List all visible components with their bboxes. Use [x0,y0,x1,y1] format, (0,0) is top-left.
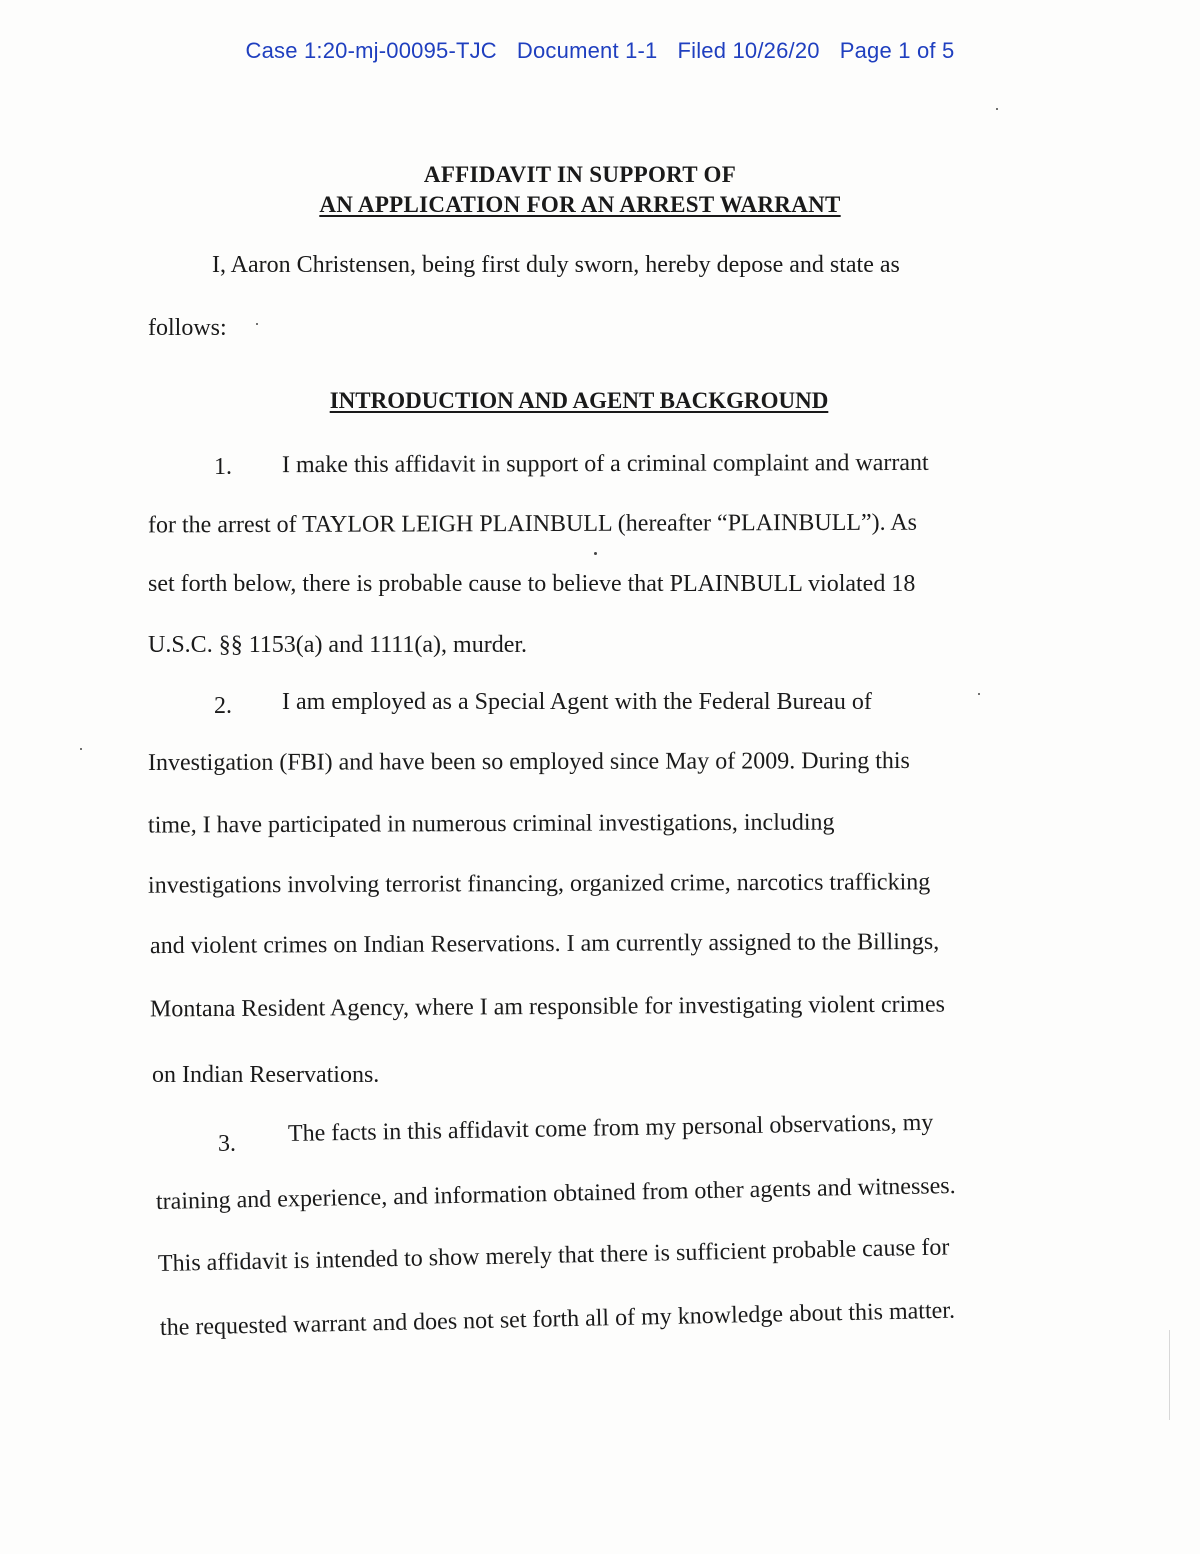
intro-line-2: follows: [148,315,227,341]
paragraph-3-line-3: This affidavit is intended to show merely that there is sufficient probable cause for [157,1234,950,1277]
section-heading [0,388,1158,414]
title-line-2-text: AN APPLICATION FOR AN ARREST WARRANT [319,192,841,217]
scan-speck [80,748,82,750]
paragraph-2-line-4: investigations involving terrorist financing, organized crime, narcotics trafficking [147,869,931,899]
document-number: Document 1-1 [516,38,658,63]
page-indicator: Page 1 of 5 [839,38,955,63]
section-heading-text: INTRODUCTION AND AGENT BACKGROUND [329,388,829,413]
paragraph-3-number: 3. [218,1131,236,1157]
paragraph-2-number: 2. [214,693,232,719]
paragraph-1-line-2: for the arrest of TAYLOR LEIGH PLAINBULL (hereafter “PLAINBULL”). As [147,509,918,539]
paragraph-1-line-3: set forth below, there is probable cause to believe that PLAINBULL violated 18 [148,571,916,597]
paragraph-2-line-7: on Indian Reservations. [152,1062,380,1088]
case-number: Case 1:20-mj-00095-TJC [245,38,497,63]
title-line-1: AFFIDAVIT IN SUPPORT OF [423,162,737,187]
paragraph-1-line-1: I make this affidavit in support of a criminal complaint and warrant [281,449,929,479]
paragraph-2-line-1: I am employed as a Special Agent with the Federal Bureau of [282,689,872,715]
intro-line-1: I, Aaron Christensen, being first duly sworn, hereby depose and state as [212,252,900,278]
scan-speck [996,108,998,110]
title-line-2 [0,192,1160,218]
paragraph-3-line-1: The facts in this affidavit come from my personal observations, my [287,1109,934,1147]
paragraph-1-number: 1. [214,454,232,480]
scan-speck [256,323,258,325]
paragraph-2-line-5: and violent crimes on Indian Reservations. I am currently assigned to the Billings, [149,928,940,960]
paragraph-1-line-4: U.S.C. §§ 1153(a) and 1111(a), murder. [148,632,528,658]
paragraph-3-line-2: training and experience, and information obtained from other agents and witnesses. [155,1172,956,1215]
scan-edge-mark [1169,1330,1170,1420]
paragraph-2-line-6: Montana Resident Agency, where I am responsible for investigating violent crimes [149,991,945,1023]
scan-speck [594,552,597,555]
court-filing-header [0,38,1200,64]
filed-date: Filed 10/26/20 [677,38,820,63]
paragraph-2-line-3: time, I have participated in numerous criminal investigations, including [147,809,835,839]
paragraph-2-line-2: Investigation (FBI) and have been so employed since May of 2009. During this [147,748,910,776]
scan-speck [978,693,980,695]
paragraph-3-line-4: the requested warrant and does not set forth all of my knowledge about this matter. [159,1297,956,1341]
